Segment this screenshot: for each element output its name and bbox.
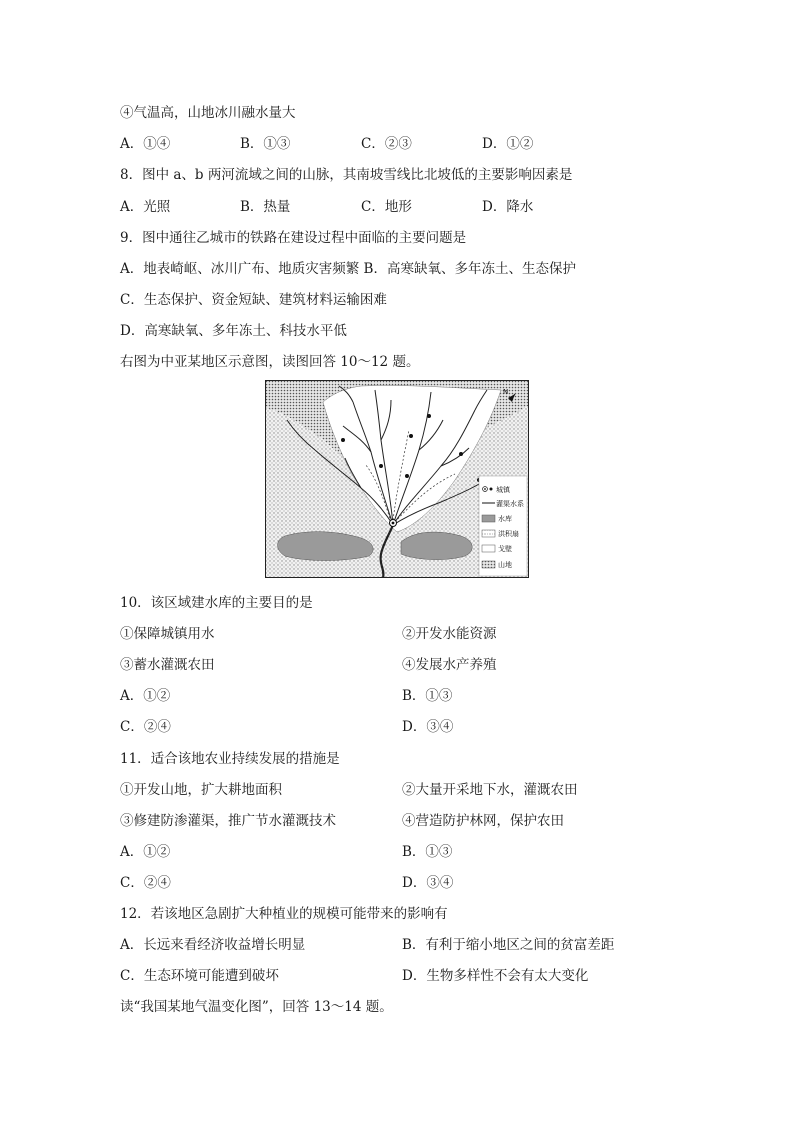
intro-13-14: 读“我国某地气温变化图”，回答 13～14 题。 bbox=[120, 999, 393, 1015]
q8-option-a: A．光照 bbox=[120, 199, 171, 215]
q11-statement-3: ③修建防渗灌渠，推广节水灌溉技术 bbox=[120, 813, 336, 829]
q8-option-d: D．降水 bbox=[482, 199, 534, 215]
q12-option-a: A．长远来看经济收益增长明显 bbox=[120, 937, 306, 953]
q9-stem: 9．图中通往乙城市的铁路在建设过程中面临的主要问题是 bbox=[120, 230, 467, 246]
q9-option-d: D．高寒缺氧、多年冻土、科技水平低 bbox=[120, 323, 347, 339]
q7-option-c: C．②③ bbox=[361, 136, 412, 152]
q7-option-d: D．①② bbox=[482, 136, 534, 152]
q10-statement-3: ③蓄水灌溉农田 bbox=[120, 657, 215, 673]
legend-reservoir-icon bbox=[482, 515, 495, 522]
q7-option-b: B．①③ bbox=[240, 136, 291, 152]
q12-stem: 12．若该地区急剧扩大种植业的规模可能带来的影响有 bbox=[120, 906, 448, 922]
legend-gobi-label: 戈壁 bbox=[498, 545, 512, 553]
legend-reservoir-label: 水库 bbox=[498, 515, 512, 523]
q7-option-a: A．①④ bbox=[120, 136, 171, 152]
legend-mountain-label: 山地 bbox=[498, 561, 512, 569]
q11-option-c: C．②④ bbox=[120, 875, 171, 891]
q11-stem: 11．适合该地农业持续发展的措施是 bbox=[120, 751, 340, 767]
legend-gobi-icon bbox=[482, 545, 495, 552]
q11-option-a: A．①② bbox=[120, 844, 171, 860]
legend-fan-icon bbox=[482, 530, 495, 537]
legend-mountain-icon bbox=[482, 561, 495, 568]
north-label: N bbox=[503, 388, 509, 396]
q11-statement-2: ②大量开采地下水，灌溉农田 bbox=[402, 782, 578, 798]
q10-stem: 10．该区域建水库的主要目的是 bbox=[120, 595, 313, 611]
map-legend bbox=[479, 476, 527, 576]
q11-option-d: D．③④ bbox=[402, 875, 454, 891]
q12-option-c: C．生态环境可能遭到破坏 bbox=[120, 968, 279, 984]
q10-statement-1: ①保障城镇用水 bbox=[120, 626, 215, 642]
legend-fan-label: 洪积扇 bbox=[498, 530, 519, 538]
q10-option-c: C．②④ bbox=[120, 719, 171, 735]
q9-option-c: C．生态保护、资金短缺、建筑材料运输困难 bbox=[120, 292, 387, 308]
reservoir-east bbox=[401, 532, 472, 560]
q10-statement-2: ②开发水能资源 bbox=[402, 626, 497, 642]
q10-statement-4: ④发展水产养殖 bbox=[402, 657, 497, 673]
q11-statement-4: ④营造防护林网，保护农田 bbox=[402, 813, 564, 829]
q8-option-c: C．地形 bbox=[361, 199, 412, 215]
q10-option-d: D．③④ bbox=[402, 719, 454, 735]
intro-10-12: 右图为中亚某地区示意图，读图回答 10～12 题。 bbox=[120, 354, 420, 370]
q10-option-b: B．①③ bbox=[402, 688, 453, 704]
legend-town-label: 城镇 bbox=[496, 486, 510, 494]
legend-canal-label: 灌渠水系 bbox=[496, 500, 524, 508]
q8-option-b: B．热量 bbox=[240, 199, 291, 215]
q8-stem: 8．图中 a、b 两河流域之间的山脉，其南坡雪线比北坡低的主要影响因素是 bbox=[120, 167, 573, 183]
q10-option-a: A．①② bbox=[120, 688, 171, 704]
q9-options-ab: A．地表崎岖、冰川广布、地质灾害频繁 B．高寒缺氧、多年冻土、生态保护 bbox=[120, 261, 576, 277]
q11-option-b: B．①③ bbox=[402, 844, 453, 860]
q12-option-d: D．生物多样性不会有太大变化 bbox=[402, 968, 589, 984]
q12-option-b: B．有利于缩小地区之间的贫富差距 bbox=[402, 937, 615, 953]
central-asia-map bbox=[265, 380, 529, 578]
q11-statement-1: ①开发山地，扩大耕地面积 bbox=[120, 782, 282, 798]
q7-statement-4: ④气温高，山地冰川融水量大 bbox=[120, 105, 296, 121]
